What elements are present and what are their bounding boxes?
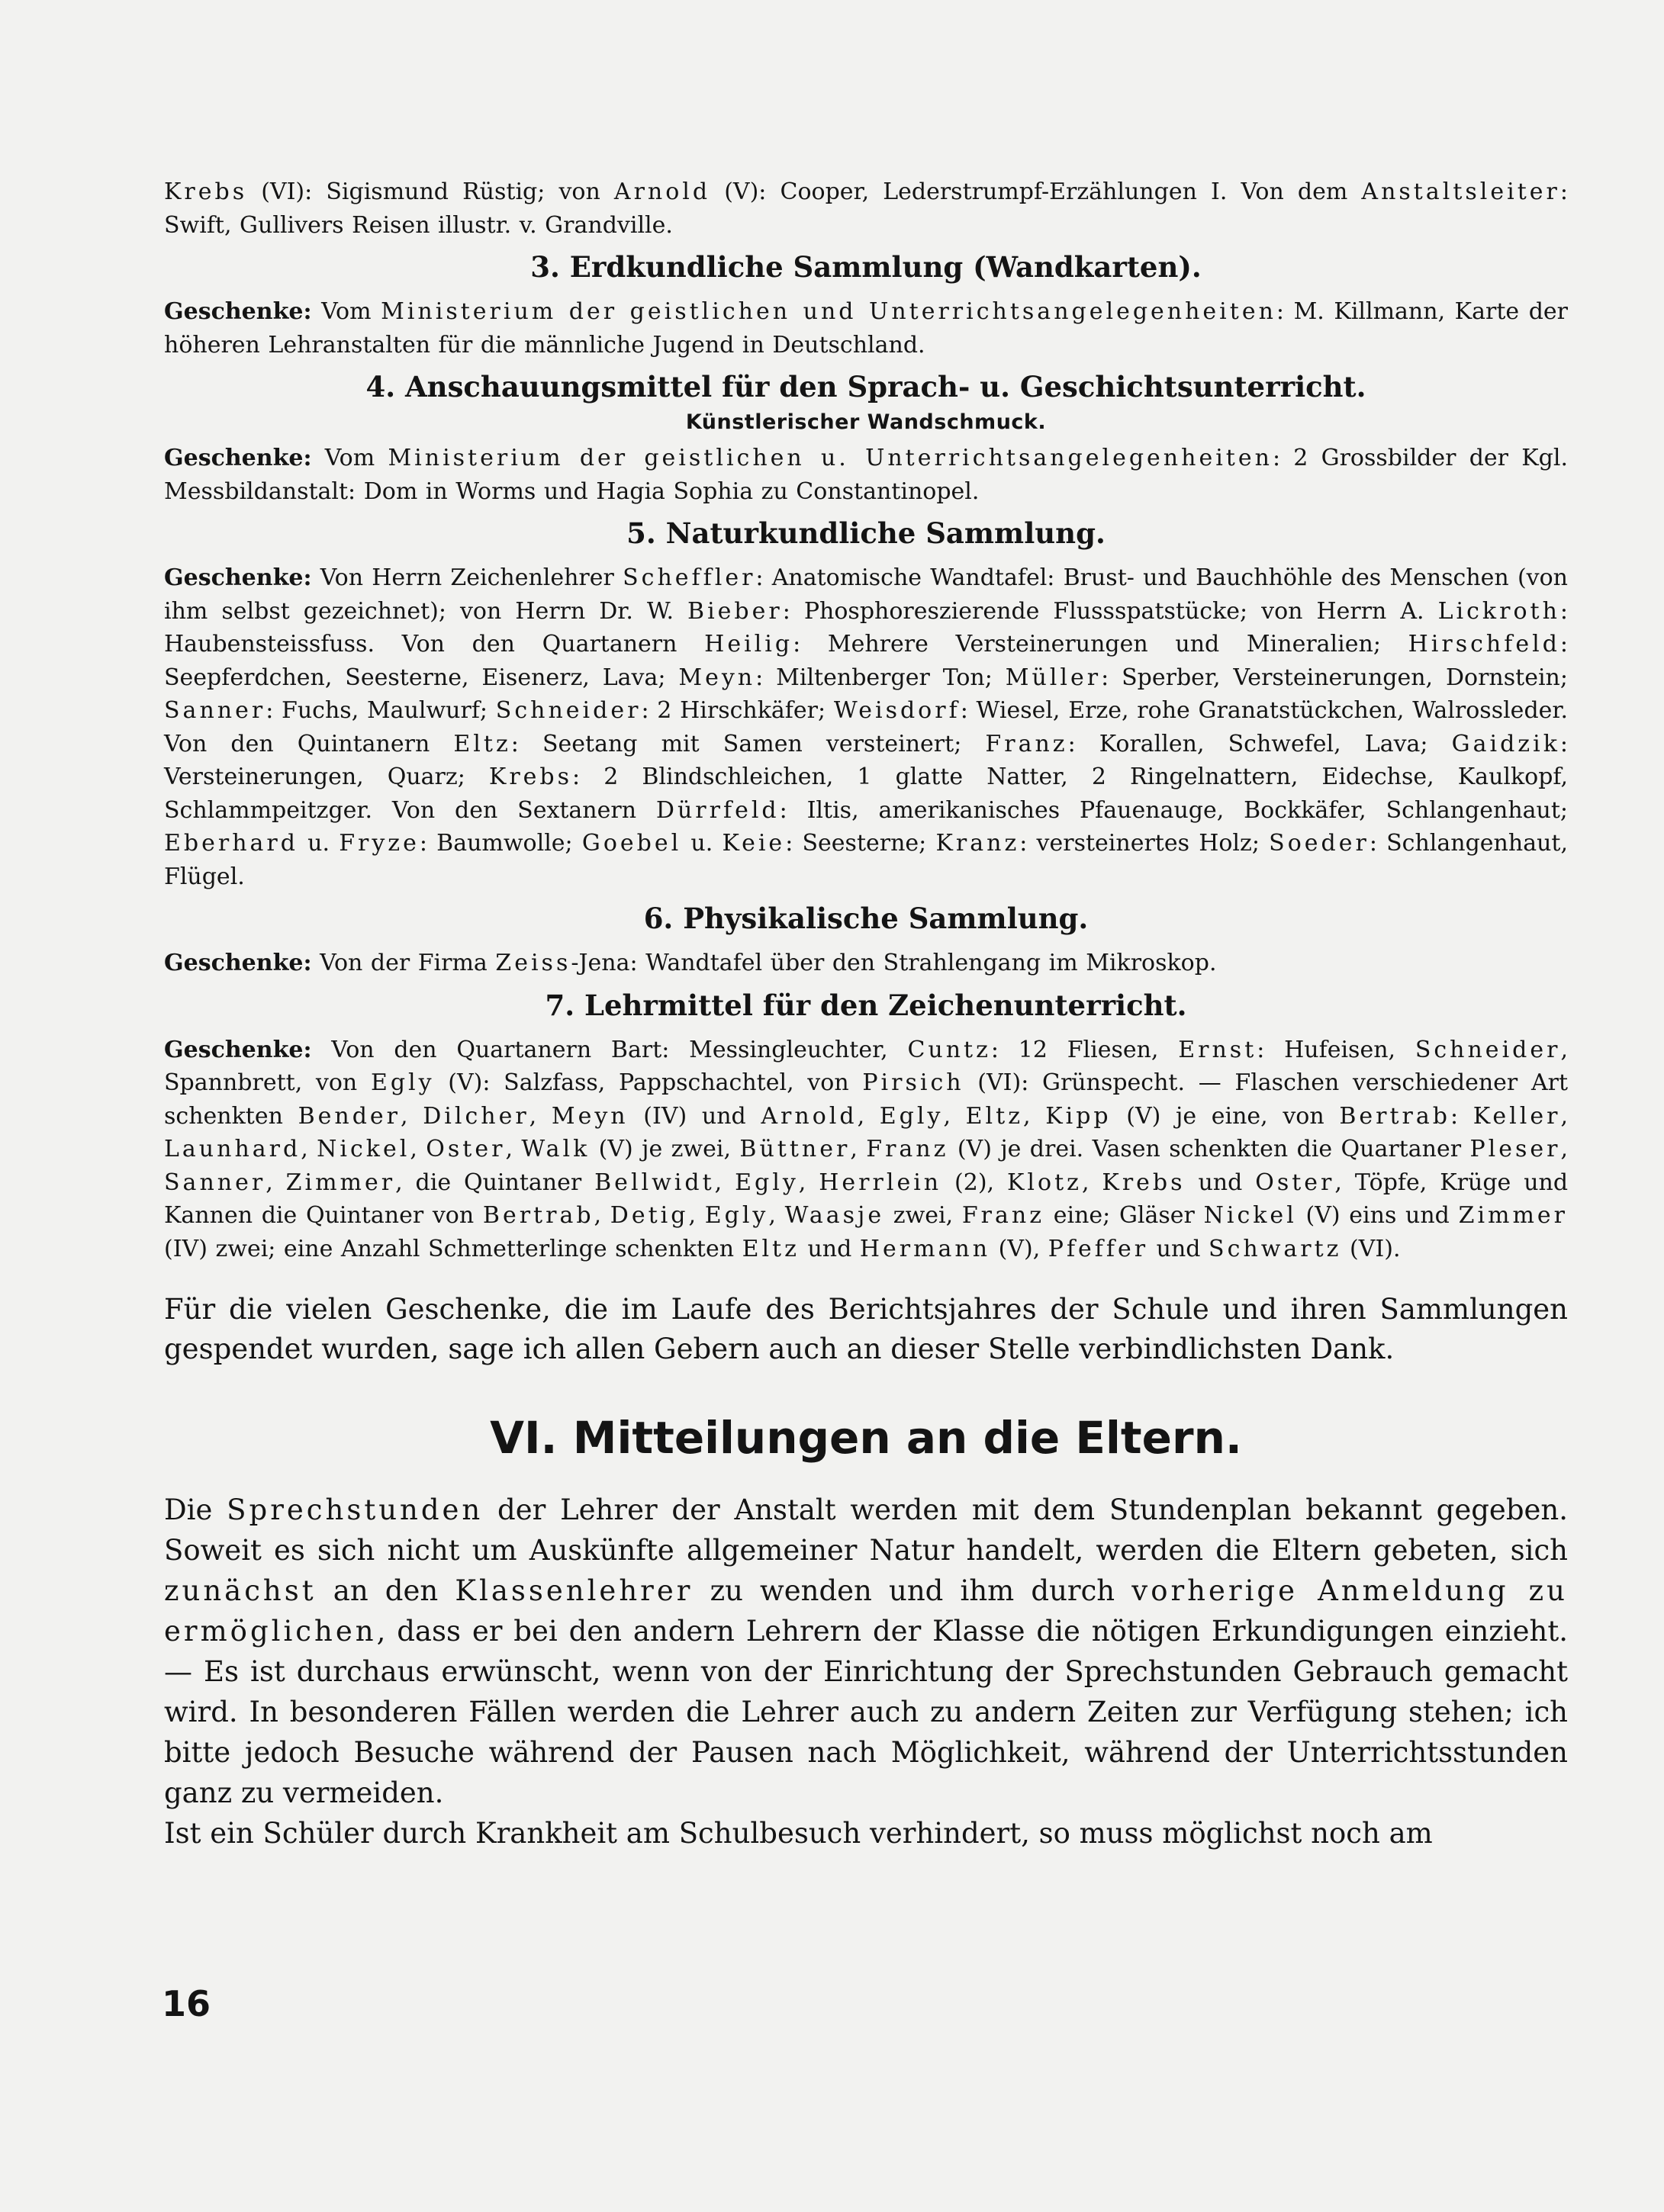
section-heading-7: 7. Lehrmittel für den Zeichenunterricht. [545, 988, 1187, 1022]
section-7-paragraph: Geschenke: Von den Quartanern Bart: Messingleuchter, Cuntz: 12 Fliesen, Ernst: Hufeisen, Schneider, Spannbrett, von Egly (V): Salzfass, Pappschachtel, von Pirsich (VI): Grünspecht. — Flaschen verschiedener Art schenkten Bender, Dilcher, Meyn (IV) und Arnold, Egly, Eltz, Kipp (V) je eine, von Bertrab: Keller, Launhard, Nickel, Oster, Walk (V) je zwei, Büttner, Franz (V) je drei. Vasen schenkten die Quartaner Pleser, Sanner, Zimmer, die Quintaner Bellwidt, Egly, Herrlein (2), Klotz, Krebs und Oster, Töpfe, Krüge und Kannen die Quintaner von Bertrab, Detig, Egly, Waasje zwei, Franz eine; Gläser Nickel (V) eins und Zimmer (IV) zwei; eine Anzahl Schmetterlinge schenkten Eltz und Hermann (V), Pfeffer und Schwartz (VI). [164, 1036, 1569, 1262]
section-heading-4: 4. Anschauungsmittel für den Sprach- u. Geschichtsunterricht. [365, 370, 1366, 403]
page-number: 16 [162, 1983, 211, 2024]
parents-paragraph-1: Die Sprechstunden der Lehrer der Anstalt werden mit dem Stundenplan bekannt gegeben. Soweit es sich nicht um Auskünfte allgemeiner Natur handelt, werden die Eltern gebeten, sich zunächst an den Klassenlehrer zu wenden und ihm durch vorherige Anmeldung zu ermöglichen, dass er bei den andern Lehrern der Klasse die nötigen Erkundigungen einzieht. — Es ist durchaus erwünscht, wenn von der Einrichtung der Sprechstunden Gebrauch gemacht wird. In besonderen Fällen werden die Lehrer auch zu andern Zeiten zur Verfügung stehen; ich bitte jedoch Besuche während der Pausen nach Möglichkeit, während der Unterrichtsstunden ganz zu vermeiden. [164, 1493, 1569, 1809]
section-heading-vi: VI. Mitteilungen an die Eltern. [490, 1412, 1242, 1464]
section-6-paragraph: Geschenke: Von der Firma Zeiss-Jena: Wandtafel über den Strahlengang im Mikroskop. [164, 950, 1217, 976]
section-heading-5: 5. Naturkundliche Sammlung. [626, 516, 1106, 550]
section-subheading-4: Künstlerischer Wandschmuck. [685, 410, 1047, 434]
parents-paragraph-2: Ist ein Schüler durch Krankheit am Schulbesuch verhindert, so muss möglichst noch am [164, 1817, 1433, 1850]
section-3-paragraph: Geschenke: Vom Ministerium der geistlichen und Unterrichtsangelegenheiten: M. Killmann, Karte der höheren Lehranstalten für die männliche Jugend in Deutschland. [164, 298, 1568, 358]
document-page [164, 175, 1568, 1854]
intro-paragraph: Krebs (VI): Sigismund Rüstig; von Arnold (V): Cooper, Lederstrumpf-Erzählungen I. Von dem Anstaltsleiter: Swift, Gullivers Reisen illustr. v. Grandville. [164, 178, 1568, 239]
name-text: Anstaltsleiter [1361, 178, 1560, 205]
name-text: Krebs [164, 178, 248, 205]
name-text: Arnold [613, 178, 711, 205]
thanks-paragraph: Für die vielen Geschenke, die im Laufe des Berichtsjahres der Schule und ihren Sammlungen gespendet wurden, sage ich allen Gebern auch an dieser Stelle verbindlichsten Dank. [164, 1293, 1568, 1365]
section-heading-6: 6. Physikalische Sammlung. [643, 902, 1089, 935]
section-5-paragraph: Geschenke: Von Herrn Zeichenlehrer Scheffler: Anatomische Wandtafel: Brust- und Bauchhöhle des Menschen (von ihm selbst gezeichnet); von Herrn Dr. W. Bieber: Phosphoreszierende Flussspatstücke; von Herrn A. Lickroth: Haubensteissfuss. Von den Quartanern Heilig: Mehrere Versteinerungen und Mineralien; Hirschfeld: Seepferdchen, Seesterne, Eisenerz, Lava; Meyn: Miltenberger Ton; Müller: Sperber, Versteinerungen, Dornstein; Sanner: Fuchs, Maulwurf; Schneider: 2 Hirschkäfer; Weisdorf: Wiesel, Erze, rohe Granatstückchen, Walrossleder. Von den Quintanern Eltz: Seetang mit Samen versteinert; Franz: Korallen, Schwefel, Lava; Gaidzik: Versteinerungen, Quarz; Krebs: 2 Blindschleichen, 1 glatte Natter, 2 Ringelnattern, Eidechse, Kaulkopf, Schlammpeitzger. Von den Sextanern Dürrfeld: Iltis, amerikanisches Pfauenauge, Bockkäfer, Schlangenhaut; Eberhard u. Fryze: Baumwolle; Goebel u. Keie: Seesterne; Kranz: versteinertes Holz; Soeder: Schlangenhaut, Flügel. [164, 564, 1569, 890]
section-heading-3: 3. Erdkundliche Sammlung (Wandkarten). [530, 250, 1202, 284]
section-4-paragraph: Geschenke: Vom Ministerium der geistlichen u. Unterrichtsangelegenheiten: 2 Grossbilder der Kgl. Messbildanstalt: Dom in Worms und Hagia Sophia zu Constantinopel. [164, 445, 1568, 505]
